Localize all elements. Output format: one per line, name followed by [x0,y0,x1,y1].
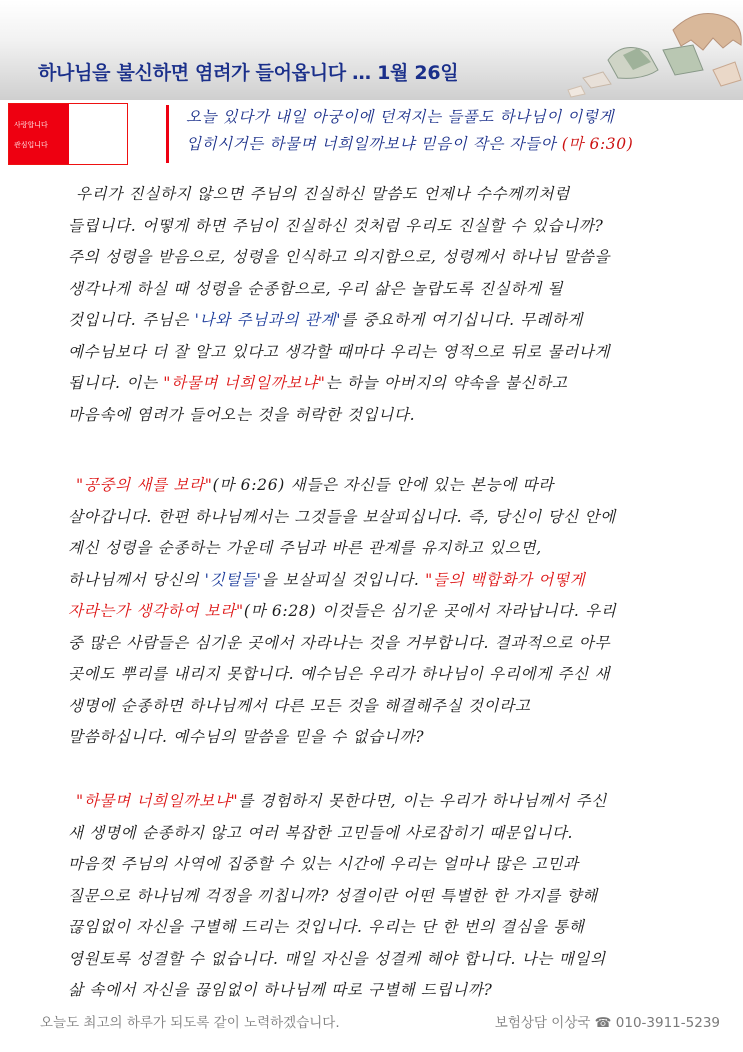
paragraph-2 [68,470,690,754]
p2-highlight: "공중의 새를 보라" [76,476,213,494]
p2-text: 하나님께서 당신의 [68,570,205,589]
verse-reference: (마 6:30) [561,135,634,153]
p2-line: 중 많은 사람들은 심기운 곳에서 자라나는 것을 거부합니다. 결과적으로 아무 [68,633,611,652]
p3-highlight: "하물며 너희일까보냐" [76,792,239,810]
p1-line: 주의 성령을 받음으로, 성령을 인식하고 의지함으로, 성령께서 하나님 말씀을 [68,248,611,266]
p2-line [68,596,690,628]
p2-line: 계신 성령을 순종하는 가운데 주님과 바른 관계를 유지하고 있으면, [68,539,542,557]
p2-line [68,565,690,597]
paragraph-1 [68,179,690,431]
p1-line: 생각나게 하실 때 성령을 순종함으로, 우리 삶은 놀랍도록 진실하게 될 [68,279,564,298]
p3-line: 영원토록 성결할 수 없습니다. 매일 자신을 성결케 해야 합니다. 나는 매일의 [68,949,606,968]
p1-line: 들립니다. 어떻게 하면 주님이 진실하신 것처럼 우리도 진실할 수 있습니까? [68,216,604,235]
p1-line [68,368,690,400]
verse-text: 입히시거든 하물며 너희일까보냐 믿음이 작은 자들아 [186,135,562,153]
scripture-verse [186,104,731,158]
p2-text: (마 6:28) 이것들은 심기운 곳에서 자라납니다. 우리 [243,602,617,620]
p1-line [68,305,690,337]
footer [40,1011,720,1035]
p1-highlight: "하물며 너희일까보냐" [163,374,326,392]
p2-highlight: 자라는가 생각하여 보라" [68,602,244,620]
page-title: 하나님을 불신하면 염려가 들어옵니다 … 1월 26일 [38,62,459,84]
p1-text: 것입니다. 주님은 [68,311,195,329]
p3-text: 를 경험하지 못한다면, 이는 우리가 하나님께서 주신 [238,792,607,810]
p1-highlight: '나와 주님과의 관계' [194,311,342,329]
p1-line: 마음속에 염려가 들어오는 것을 허락한 것입니다. [68,405,416,424]
p1-text: 를 중요하게 여기십니다. 무례하게 [341,311,584,329]
paragraph-3 [68,786,690,1007]
p3-line: 삶 속에서 자신을 끊임없이 하나님께 따로 구별해 드립니까? [68,981,493,999]
p2-text: (마 6:26) 새들은 자신들 안에 있는 본능에 따라 [212,476,554,494]
sidebar-badge [8,103,128,165]
footer-contact: 보험상담 이상국 ☎ 010-3911-5239 [494,1015,720,1031]
sidebar-label-1: 사랑합니다 [14,121,48,129]
p2-line: 말씀하십니다. 예수님의 말씀을 믿을 수 없습니까? [68,728,425,746]
p1-text: 는 하늘 아버지의 약속을 불신하고 [325,374,568,392]
p3-line: 질문으로 하나님께 걱정을 끼칩니까? 성결이란 어떤 특별한 한 가지를 향해 [68,886,598,905]
sidebar-label-2: 관심입니다 [14,141,48,149]
p3-line: 새 생명에 순종하지 않고 여러 복잡한 고민들에 사로잡히기 때문입니다. [68,823,574,842]
p2-line: 곳에도 뿌리를 내리지 못합니다. 예수님은 우리가 하나님이 우리에게 주신 새 [68,665,611,683]
p1-line: 우리가 진실하지 않으면 주님의 진실하신 말씀도 언제나 수수께끼처럼 [76,185,570,203]
p2-line [68,470,690,502]
p2-text: 을 보살피실 것입니다. [261,570,426,589]
p3-line [68,786,690,818]
p2-line: 생명에 순종하면 하나님께서 다른 모든 것을 해결해주실 것이라고 [68,696,531,715]
header-banner [0,0,743,100]
p2-highlight: '깃털들' [204,570,262,589]
sidebar-red-panel [9,104,69,164]
verse-divider [166,105,169,163]
p1-text: 됩니다. 이는 [68,374,164,392]
verse-line-2 [186,131,731,158]
p3-line: 끊임없이 자신을 구별해 드리는 것입니다. 우리는 단 한 번의 결심을 통해 [68,918,585,936]
p2-highlight: "들의 백합화가 어떻게 [425,570,586,589]
verse-line-1: 오늘 있다가 내일 아궁이에 던져지는 들풀도 하나님이 이렇게 [186,108,615,126]
p2-line: 살아갑니다. 한편 하나님께서는 그것들을 보살피십니다. 즉, 당신이 당신 안에 [68,507,616,526]
p1-line: 예수님보다 더 잘 알고 있다고 생각할 때마다 우리는 영적으로 뒤로 물러나게 [68,342,611,361]
footer-slogan: 오늘도 최고의 하루가 되도록 같이 노력하겠습니다. [40,1015,340,1031]
broken-egg-illustration [563,0,743,100]
p3-line: 마음껏 주님의 사역에 집중할 수 있는 시간에 우리는 얼마나 많은 고민과 [68,855,579,873]
